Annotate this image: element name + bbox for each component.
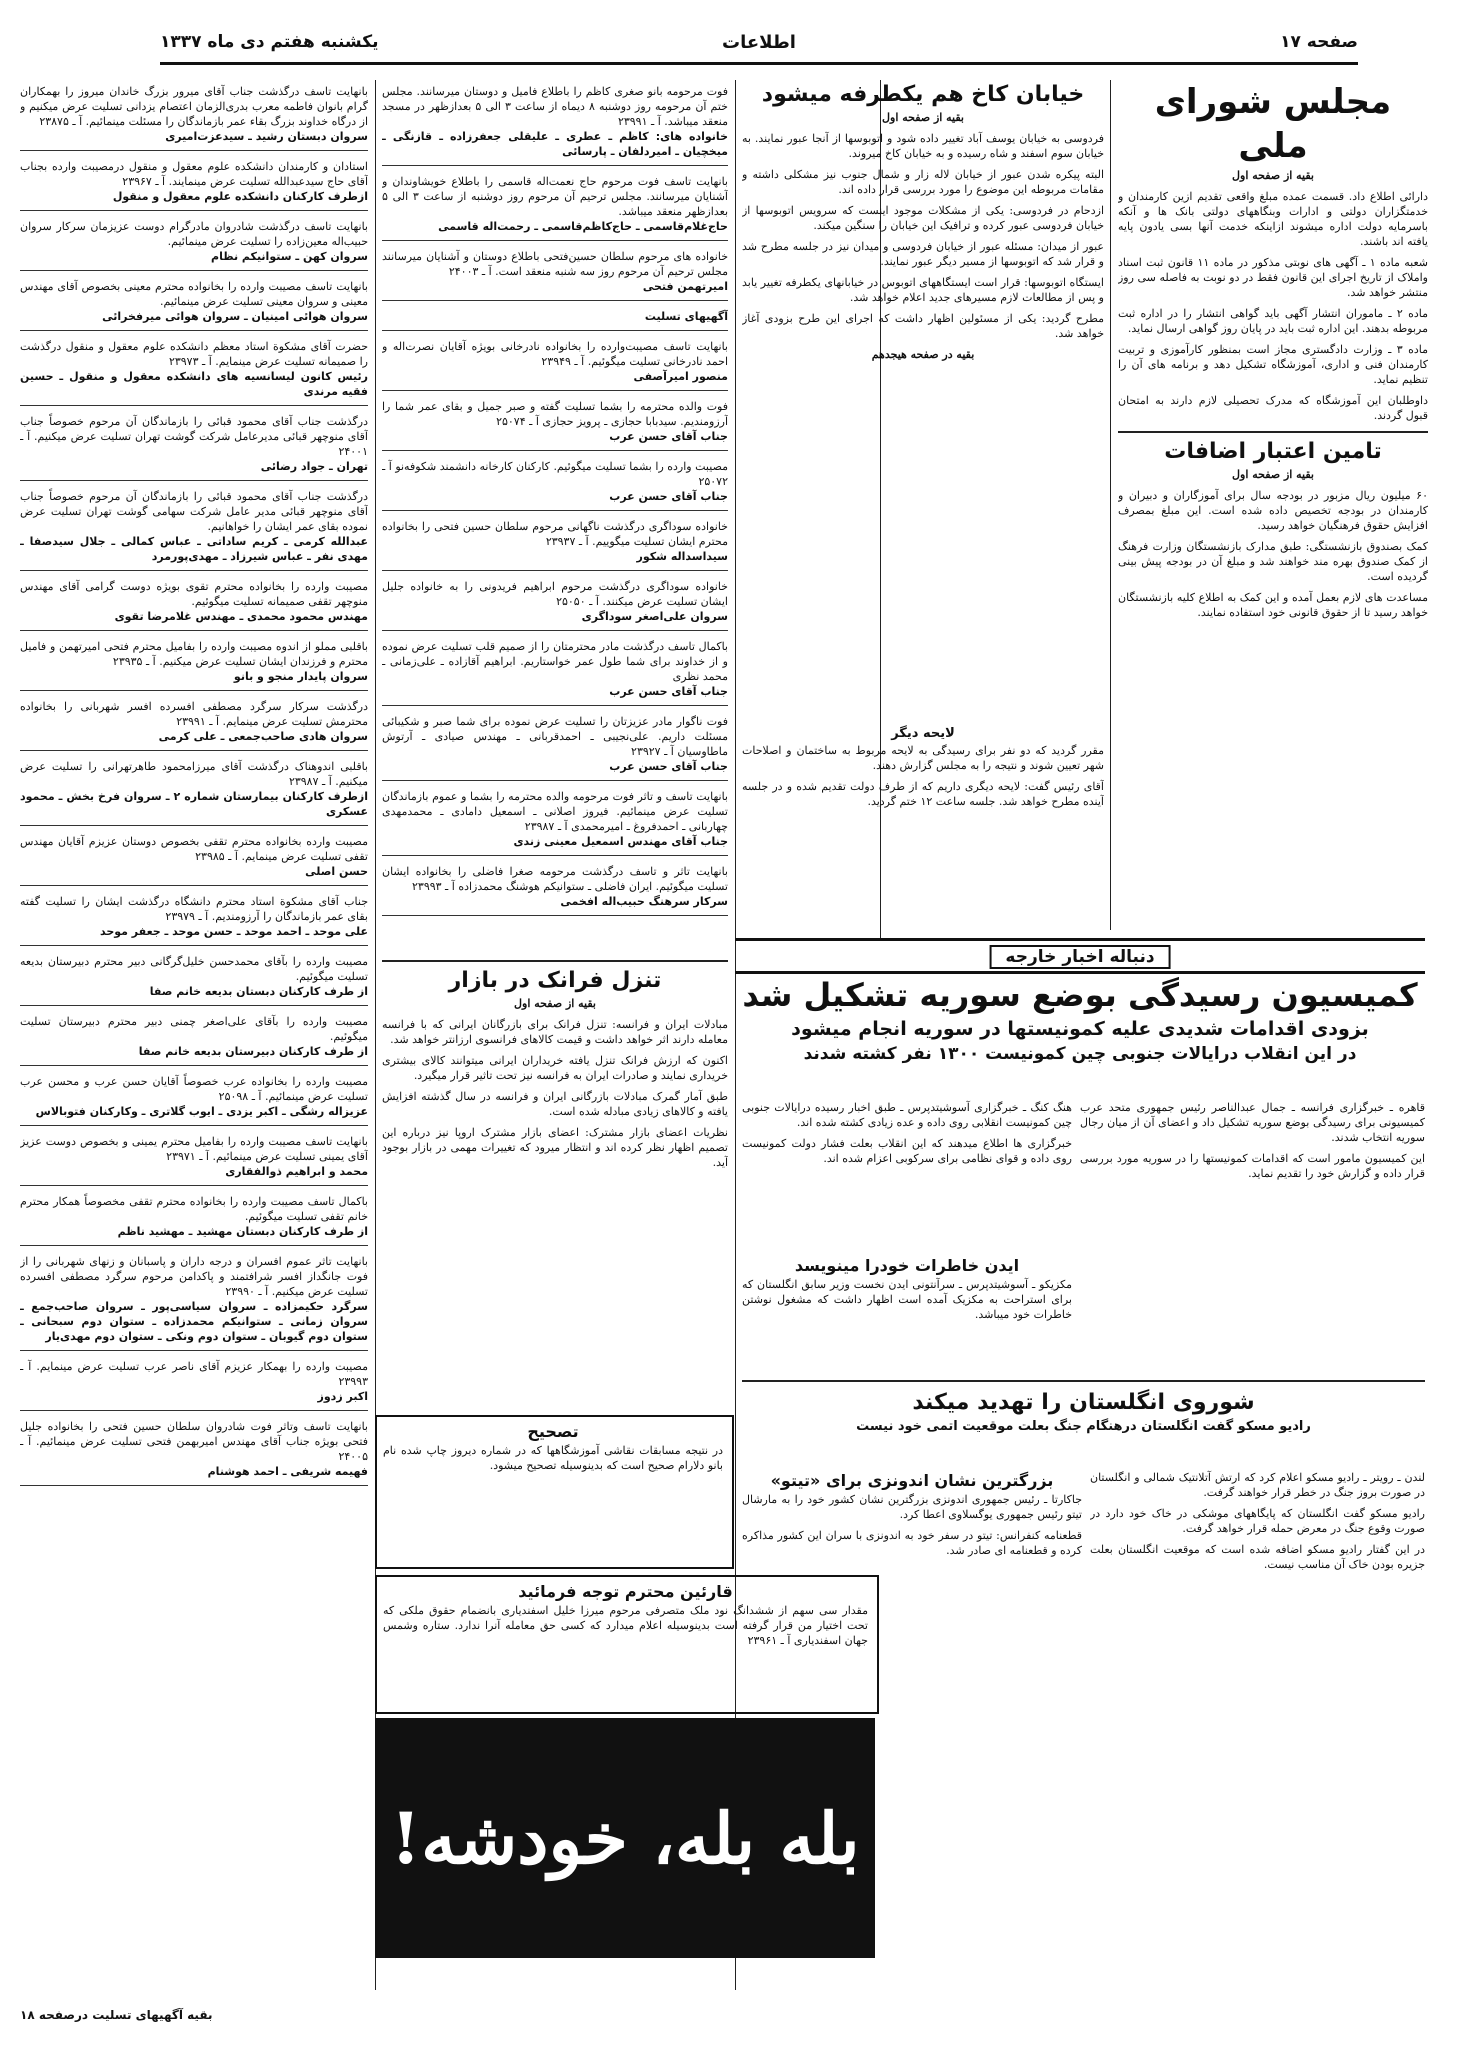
page-header [160, 28, 1358, 65]
notice-signature: سروان کهن ـ ستوانیکم نظام [211, 250, 368, 263]
condolence-notice [20, 335, 368, 406]
syria-subheadline: بزودی اقدامات شدیدی علیه کمونیستها در سوریه انجام میشود [791, 1018, 1369, 1040]
condolence-notice [20, 575, 368, 631]
notice-body: بانهایت تاسف وتاثر فوت شادروان سلطان حسین فتحی را بخانواده جلیل فتحی بویژه جناب آقای مهندس امیربهمن فتحی تسلیت عرض مینمائیم. آ ـ ۲۴۰۰۵ [20, 1420, 368, 1463]
notice-signature: تهران ـ جواد رضائی [260, 460, 368, 473]
notice-body: مصیبت وارده را بآقای محمدحسن خلیل‌گرگانی دبیر محترم دبیرستان بدیعه تسلیت میگوئیم. [20, 955, 368, 983]
condolence-notice [20, 755, 368, 826]
issue-date: یکشنبه هفتم دی ماه ۱۳۳۷ [160, 32, 379, 52]
syria-headline-block [735, 974, 1425, 1066]
notice-signature: سروان هوائی امینیان ـ سروان هوائی میرفخرائی [102, 310, 368, 323]
notice-body: مصیبت وارده را بشما تسلیت میگوئیم. کارکنان کارخانه دانشمند شکوفه‌نو آ ـ ۲۵۰۷۲ [382, 460, 728, 488]
notice-signature: عزیزاله رشگی ـ اکبر یزدی ـ ایوب گلاتری ـ وکارکنان فتوبالاس [35, 1105, 368, 1118]
notice-signature: عبدالله کرمی ـ کریم ساداتی ـ عباس کمالی ـ جلال سیدصفا ـ مهدی نفر ـ عباس شیرزاد ـ مهدی‌پورمرد [20, 535, 368, 563]
condolence-notice [20, 635, 368, 691]
notice-body: مصیبت وارده را بآقای علی‌اصغر چمنی دبیر محترم دبیرستان تسلیت میگوئیم. [20, 1015, 368, 1043]
khiaban-paragraph: مطرح گردید: یکی از مسئولین اظهار داشت که اجرای این طرح بزودی آغاز خواهد شد. [742, 312, 1104, 340]
khiaban-continued: بقیه از صفحه اول [882, 111, 964, 124]
notice-body: فوت والده محترمه را بشما تسلیت گفته و صبر جمیل و بقای عمر شما را آرزومندیم. سیدبابا حجازی ـ پرویز حجازی آ ـ ۲۵۰۷۴ [382, 400, 728, 428]
condolence-notice [382, 245, 728, 301]
column-shoravi [1090, 1470, 1425, 1960]
notice-body: مصیبت وارده بخانواده محترم تقفی بخصوص دوستان عزیزم آقایان مهندس تقفی تسلیت عرض مینمایم. آ ـ ۲۳۹۸۵ [20, 835, 368, 863]
notice-body: خانواده های مرحوم سلطان حسین‌فتحی باطلاع دوستان و آشنایان میرسانند مجلس ترحیم آن مرحوم روز سه شنبه منعقد است. آ ـ ۲۴۰۰۳ [382, 250, 728, 278]
shoravi-headline: شوروی انگلستان را تهدید میکند [912, 1390, 1255, 1415]
notice-signature: سرگرد حکیمزاده ـ سروان سیاسی‌پور ـ سروان صاحب‌جمع ـ سروان زمانی ـ ستوانیکم محمدزاده ـ ستوان دوم سبحانی ـ ستوان دوم گیوبان ـ ستوان دوم ونکی ـ ستوان دوم مهدی‌یار [20, 1300, 368, 1343]
tanazol-paragraph: اکنون که ارزش فرانک تنزل یافته خریداران ایرانی میتوانند کالای بیشتری خریداری نمایند و صادرات ایران به فرانسه نیز تحت تاثیر قرار میگیرد. [382, 1054, 728, 1082]
notice-signature: محمد و ابراهیم ذوالفقاری [225, 1165, 368, 1178]
notice-body: درگذشت جناب آقای محمود قبائی را بازماندگان آن مرحوم خصوصاً جناب آقای منوچهر قبائی مدیر عامل شرکت سهامی گوشت تهران تسلیت عرض نموده بقای عمر ایشان را خواهانیم. [20, 490, 368, 533]
qarein-content [383, 1581, 868, 1706]
majlis-continued: بقیه از صفحه اول [1232, 169, 1314, 182]
tamin-paragraph: مساعدت های لازم بعمل آمده و این کمک به اطلاع کلیه بازنشستگان خواهد رسید تا از حقوق قانونی خود استفاده نمایند. [1118, 591, 1428, 619]
notice-signature: سروان علی‌اصغر سوداگری [581, 610, 728, 623]
column-majlis [1118, 80, 1428, 930]
notice-body: بانهایت تاسف درگذشت شادروان مادرگرام دوست عزیزمان سرکار سروان حبیب‌اله معین‌زاده را تسلیت عرض مینمائیم. [20, 220, 368, 248]
notices-list [20, 80, 368, 1486]
notice-body: بانهایت تاسف مصیبت وارده را بفامیل محترم یمینی و بخصوص دوست عزیز آقای یمینی تسلیت عرض مینمائیم. آ ـ ۲۳۹۷۱ [20, 1135, 368, 1163]
page-number: صفحه ۱۷ [1280, 32, 1358, 52]
foreign-news-bar [735, 938, 1425, 974]
notice-signature: خانواده های: کاظم ـ عطری ـ علیقلی جعفرزاده ـ قازنگی ـ میخچیان ـ امیردلفان ـ پارسائی [382, 130, 728, 158]
notice-signature: ازطرف کارکنان دانشکده علوم معقول و منقول [112, 190, 368, 203]
condolence-notice [20, 215, 368, 271]
notices-list [382, 80, 728, 916]
foreign-news-label: دنباله اخبار خارجه [989, 945, 1170, 969]
majlis-paragraph: شعبه ماده ۱ ـ آگهی های نوبتی مذکور در ماده ۱۱ قانون ثبت اسناد واملاک از تاریخ اجرای این قانون فقط در دو نوبت به فاصله سی روز منتشر خواهد شد. [1118, 256, 1428, 299]
tamin-continued: بقیه از صفحه اول [1232, 468, 1314, 481]
qarein-headline: قارئین محترم توجه فرمائید [518, 1582, 733, 1601]
tamin-headline: تامین اعتبار اضافات [1118, 431, 1428, 467]
notice-signature: از طرف کارکنان دبیرستان بدیعه خانم صفا [138, 1045, 368, 1058]
condolence-notice [382, 635, 728, 706]
column-khiaban [742, 80, 1104, 720]
column-notices-3 [382, 80, 728, 950]
notice-body: فوت مرحومه بانو صغری کاظم را باطلاع فامیل و دوستان میرسانند. مجلس ختم آن مرحومه روز دوشنبه ۸ دیماه از ساعت ۳ الی ۵ بعدازظهر در مسجد منعقد میباشد. آ ـ ۲۳۹۹۱ [382, 85, 728, 128]
column-notices-4 [20, 80, 368, 1980]
condolence-notice [382, 455, 728, 511]
correction-content [383, 1421, 723, 1561]
notice-body: استادان و کارمندان دانشکده علوم معقول و منقول درمصیبت وارده بجناب آقای حاج سیدعبدالله تسلیت عرض مینمایند. آ ـ ۲۳۹۶۷ [20, 160, 368, 188]
notice-signature: ازطرف کارکنان بیمارستان شماره ۲ ـ سروان فرخ بخش ـ محمود عسکری [20, 790, 368, 818]
notice-signature: مهندس محمود محمدی ـ مهندس غلامرضا تقوی [114, 610, 368, 623]
notice-signature: رئیس کانون لیسانسیه های دانشکده معقول و منقول ـ حسین فقیه مرندی [20, 370, 368, 398]
notice-signature: اکبر زدوز [317, 1390, 368, 1403]
notice-body: مصیبت وارده را بخانواده محترم تقوی بویژه دوست گرامی آقای مهندس منوچهر تقفی صمیمانه تسلیت میگوئیم. [20, 580, 368, 608]
correction-box [375, 1415, 734, 1569]
notice-signature: از طرف کارکنان دبستان بدیعه خانم صفا [149, 985, 368, 998]
notice-body: بانهایت تاسف فوت مرحوم حاج نعمت‌اله قاسمی را باطلاع خویشاوندان و آشنایان میرسانند. مجلس ترحیم آن مرحوم روز دوشنبه از ساعت ۳ الی ۵ بعدازظهر منعقد میباشد. [382, 175, 728, 218]
notice-signature: سیداسداله شکور [636, 550, 728, 563]
khiaban-headline: خیابان کاخ هم یکطرفه میشود [761, 82, 1085, 107]
tito-paragraph: جاکارتا ـ رئیس جمهوری اندونزی بزرگترین نشان کشور خود را به مارشال تیتو رئیس جمهوری یوگسلاوی اعطا کرد. [742, 1493, 1082, 1521]
shoravi-subheadline: رادیو مسکو گفت انگلستان درهنگام جنگ بعلت موقعیت اتمی خود نیست [856, 1419, 1311, 1434]
notice-body: درگذشت جناب آقای محمود قبائی را بازماندگان آن مرحوم خصوصاً جناب آقای منوچهر قبائی مدیرعامل شرکت گوشت تهران تسلیت عرض میکنیم. آ ـ ۲۴۰۰۱ [20, 415, 368, 458]
condolence-notice [20, 1070, 368, 1126]
notice-signature: جناب آقای مهندس اسمعیل معینی زندی [513, 835, 728, 848]
column-eden [742, 1255, 1072, 1375]
condolence-notice [20, 275, 368, 331]
syria-headline: کمیسیون رسیدگی بوضع سوریه تشکیل شد [742, 976, 1418, 1014]
syria-paragraph: قاهره ـ خبرگزاری فرانسه ـ جمال عبدالناصر رئیس جمهوری متحد عرب کمیسیونی برای رسیدگی بوضع سوریه تشکیل داد و اعضای آن از میان رجال سوریه انتخاب شدند. [1080, 1101, 1425, 1144]
section-rule [742, 1380, 1425, 1382]
notice-signature: سروان دبستان رشید ـ سیدعزت‌امیری [165, 130, 368, 143]
notice-body: باقلبی مملو از اندوه مصیبت وارده را بفامیل محترم فتحی امیرتهمن و فامیل محترم و فرزندان ایشان تسلیت عرض میکنیم. آ ـ ۲۳۹۳۵ [20, 640, 368, 668]
notice-body: باکمال تاسف مصیبت وارده را بخانواده محترم تقفی مخصوصاً همکار محترم خانم تقفی تسلیت میگوئیم. [20, 1195, 368, 1223]
condolence-notice [382, 785, 728, 856]
notice-signature: منصور امیرآصفی [633, 370, 728, 383]
notice-signature: جناب آقای حسن عرب [609, 490, 728, 503]
condolence-notice [20, 1010, 368, 1066]
qarein-body: مقدار سی سهم از ششدانگ نود ملک متصرفی مرحوم میرزا خلیل اسفندیاری بانضمام حقوق ملکی که تحت اختیار من قرار گرفته است بدینوسیله اعلام میدارد که کسی حق معامله آنرا ندارد. ستاره وشمس جهان اسفندیاری آ ـ ۲۳۹۶۱ [383, 1604, 868, 1647]
notice-body: خانواده سوداگری درگذشت ناگهانی مرحوم سلطان حسین فتحی را بخانواده محترم ایشان تسلیت میگوییم. آ ـ ۲۳۹۳۷ [382, 520, 728, 548]
notice-signature: جناب آقای حسن عرب [609, 685, 728, 698]
correction-headline: تصحیح [527, 1422, 579, 1441]
column-syria-1 [1080, 1100, 1425, 1360]
notice-signature: امیرتهمن فتحی [642, 280, 728, 293]
notice-signature: سروان هادی صاحب‌جمعی ـ علی کرمی [158, 730, 368, 743]
condolence-notice [382, 395, 728, 451]
tamin-paragraph: ۶۰ میلیون ریال مزبور در بودجه سال برای آموزگاران و دبیران و کارمندان در بودجه تخصیص داده شده است. این مبلغ بمصرف افزایش حقوق فرهنگیان خواهد رسید. [1118, 489, 1428, 532]
lavayeh-headline: لایحه دیگر [891, 726, 955, 741]
khiaban-paragraph: ایستگاه اتوبوسها: قرار است ایستگاههای اتوبوس در خیابانهای یکطرفه تغییر یابد و پس از مطالعات لازم مسیرهای جدید اعلام خواهد شد. [742, 276, 1104, 304]
china-subheadline: در این انقلاب درایالات جنوبی چین کمونیست ۱۳۰۰ نفر کشته شدند [803, 1044, 1357, 1064]
majlis-paragraph: ماده ۲ ـ ماموران انتشار آگهی باید گواهی انتشار را در اداره ثبت مربوطه بدهند. این اداره ثبت باید در پایان روز گواهی ارسال نماید. [1118, 307, 1428, 335]
condolence-notice [20, 80, 368, 151]
notice-body: باقلبی اندوهناک درگذشت آقای میرزامحمود طاهرتهرانی را تسلیت عرض میکنیم. آ ـ ۲۳۹۸۷ [20, 760, 368, 788]
condolence-notice [20, 1250, 368, 1351]
notice-body: مصیبت وارده را بخانواده عرب خصوصاً آقایان حسن عرب و محسن عرب تسلیت عرض مینمائیم. آ ـ ۲۵۰۹۸ [20, 1075, 368, 1103]
notice-body: بانهایت تاسف مصیبت وارده را بخانواده محترم معینی بخصوص آقای مهندس معینی و سروان معینی تسلیت عرض مینمائیم. [20, 280, 368, 308]
correction-body: در نتیجه مسابقات نقاشی آموزشگاهها که در شماره دیروز چاپ شده نام بانو دلارام صحیح است که بدینوسیله تصحیح میشود. [383, 1444, 723, 1472]
tanazol-headline: تنزل فرانک در بازار [382, 960, 728, 996]
tito-paragraph: قطعنامه کنفرانس: تیتو در سفر خود به اندونزی با سران این کشور مذاکره کرده و قطعنامه ای صادر شد. [742, 1529, 1082, 1557]
qarein-box [375, 1575, 879, 1714]
china-paragraph: خبرگزاری ها اطلاع میدهند که این انقلاب بعلت فشار دولت کمونیست روی داده و قوای نظامی برای سرکوبی اعزام شده اند. [742, 1137, 1072, 1165]
tanazol-paragraph: نظریات اعضای بازار مشترک: اعضای بازار مشترک اروپا نیز درباره این تصمیم اظهار نظر کرده اند و انتظار میرود که تغییرات مهمی در بازار بوجود آید. [382, 1126, 728, 1169]
notice-body: فوت ناگوار مادر عزیزتان را تسلیت عرض نموده برای شما صبر و شکیبائی مسئلت داریم. علی‌نجیبی ـ احمدقربانی ـ مهندس صیادی ـ آرتوش ماطاوسیان آ ـ ۲۳۹۲۷ [382, 715, 728, 758]
notice-body: بانهایت تاسف مصیبت‌وارده را بخانواده نادرخانی بویژه آقایان نصرت‌اله و احمد نادرخانی تسلیت میگوئیم. آ ـ ۲۳۹۴۹ [382, 340, 728, 368]
majlis-paragraph: ماده ۳ ـ وزارت دادگستری مجاز است بمنظور کارآموزی و تربیت کارمندان فنی و اداری، آموزشگاه تشکیل دهد و برنامه های آن را تنظیم نماید. [1118, 343, 1428, 386]
notice-signature: جناب آقای حسن عرب [609, 430, 728, 443]
condolence-notice [382, 710, 728, 781]
notice-signature: علی موحد ـ احمد موحد ـ حسن موحد ـ جعفر موحد [99, 925, 368, 938]
condolence-notice [382, 80, 728, 166]
condolence-notice [20, 1190, 368, 1246]
khiaban-paragraph: البته پیکره شدن عبور از خیابان لاله زار و شمال جنوب نیز مشکلی داشته و مقامات مربوطه این موضوع را مورد بررسی قرار داده اند. [742, 168, 1104, 196]
majlis-headline: مجلس شورای ملی [1154, 82, 1392, 166]
notice-body: بانهایت تاسف درگذشت جناب آقای میرور بزرگ خاندان میروز را بهمکاران گرام بانوان فاطمه معرب بدری‌الزمان اعتصام یزدانی تسلیت عرض میکنیم و از درگاه خداوند بزرگ بقاء عمر بازماندگان را مسئلت مینمائیم. آ ـ ۲۳۸۷۵ [20, 85, 368, 128]
tamin-paragraph: کمک بصندوق بازنشستگی: طبق مدارک بازنشستگان وزارت فرهنگ از کمک صندوق بهره مند خواهند شد و مبلغ آن در بودجه پیش بینی گردیده است. [1118, 540, 1428, 583]
notice-body: بانهایت تاثر عموم افسران و درجه داران و پاسبانان و زنهای شهربانی را از فوت جانگداز افسر شرافتمند و پاکدامن مرحوم سرگرد مصطفی افسرده تسلیت عرض میکنیم. آ ـ ۲۳۹۹۰ [20, 1255, 368, 1298]
tanazol-paragraph: مبادلات ایران و فرانسه: تنزل فرانک برای بازرگانان ایرانی که با فرانسه معامله دارند اثر خواهد داشت و قیمت کالاهای فرانسوی ارزانتر خواهد شد. [382, 1018, 728, 1046]
condolence-notice [20, 1355, 368, 1411]
notice-body: بانهایت تاثر و تاسف درگذشت مرحومه صغرا فاضلی را بخانواده ایشان تسلیت میگوئیم. ایران فاضلی ـ ستوانیکم هوشنگ محمدزاده آ ـ ۲۳۹۹۳ [382, 865, 728, 893]
majlis-paragraph: دارائی اطلاع داد. قسمت عمده مبلغ واقعی تقدیم ازین کارمندان و خدمتگزاران دولتی و ادارات وبنگاههای دولتی بانک ها و آنکه باسرمایه دولت اداره میشوند ازاینکه خدمت آنها بسی یادون پایه یافته اند باشند. [1118, 190, 1428, 248]
shoravi-paragraph: لندن ـ رویتر ـ رادیو مسکو اعلام کرد که ارتش آتلانتیک شمالی و انگلستان در صورت بروز جنگ در خطر قرار خواهند گرفت. [1090, 1471, 1425, 1499]
notice-signature: حاج‌غلام‌قاسمی ـ حاج‌کاظم‌قاسمی ـ رحمت‌اله قاسمی [438, 220, 728, 233]
lavayeh-paragraph: آقای رئیس گفت: لایحه دیگری داریم که از طرف دولت تقدیم شده و در جلسه آینده مطرح خواهد شد. جلسه ساعت ۱۲ ختم گردید. [742, 780, 1104, 808]
condolence-notice [20, 410, 368, 481]
condolence-notice [382, 515, 728, 571]
advertisement: بله بله، خودشه! [375, 1718, 875, 1958]
eden-paragraph: مکزیکو ـ آسوشیتدپرس ـ سرآنتونی ایدن نخست وزیر سابق انگلستان که برای استراحت به مکزیک آمده است اظهار داشت که مشغول نوشتن خاطرات خود میباشد. [742, 1278, 1072, 1321]
condolence-notice [20, 1130, 368, 1186]
column-lavayeh [742, 725, 1104, 925]
condolence-notice [382, 170, 728, 241]
condolence-notice [382, 575, 728, 631]
notice-signature: سروان پایدار منجو و بانو [233, 670, 368, 683]
condolence-notice [382, 860, 728, 916]
eden-headline: ایدن خاطرات خودرا مینویسد [794, 1256, 1020, 1275]
china-paragraph: هنگ کنگ ـ خبرگزاری آسوشیتدپرس ـ طبق اخبار رسیده درایالات جنوبی چین کمونیست انقلابی روی داده و عده زیادی کشته شده اند. [742, 1101, 1072, 1129]
column-china [742, 1100, 1072, 1250]
notice-signature: حسن اصلی [305, 865, 368, 878]
khiaban-paragraph: فردوسی به خیابان یوسف آباد تغییر داده شود و اتوبوسها از آنجا عبور نمایند. به خیابان سوم اسفند و شاه رسیده و به خیابان کاخ میروند. [742, 132, 1104, 160]
notice-body: خانواده سوداگری درگذشت مرحوم ابراهیم فریدونی را به خانواده جلیل ایشان تسلیت عرض میکنند. آ ـ ۲۵۰۵۰ [382, 580, 728, 608]
condolence-notice [20, 1415, 368, 1486]
condolence-notice [20, 155, 368, 211]
khiaban-paragraph: عبور از میدان: مسئله عبور از خیابان فردوسی و میدان نیز در جلسه مطرح شد و قرار شد که اتوبوسها از مسیر دیگر عبور نمایند. [742, 240, 1104, 268]
syria-paragraph: این کمیسیون مامور است که اقدامات کمونیستها را در سوریه مورد بررسی قرار داده و گزارش خود را تقدیم نماید. [1080, 1152, 1425, 1180]
notice-body: حضرت آقای مشکوة استاد معظم دانشکده علوم معقول و منقول درگذشت را صمیمانه تسلیت عرض مینمایم. آ ـ ۲۳۹۷۳ [20, 340, 368, 368]
khiaban-paragraph: ازدحام در فردوسی: یکی از مشکلات موجود اینست که سرویس اتوبوسها از خیابان فردوسی عبور کرده و ترافیک این خیابان را سنگین میکند. [742, 204, 1104, 232]
footer-note: بقیه آگهیهای تسلیت درصفحه ۱۸ [20, 2008, 213, 2022]
notice-signature: آگهیهای تسلیت [644, 310, 728, 323]
column-shoravi-head [742, 1388, 1425, 1468]
notice-signature: جناب آقای حسن عرب [609, 760, 728, 773]
condolence-notice [382, 305, 728, 331]
notice-body: درگذشت سرکار سرگرد مصطفی افسرده افسر شهربانی را بخانواده محترمش تسلیت عرض مینمایم. آ ـ ۲۳۹۹۱ [20, 700, 368, 728]
khiaban-continued-end: بقیه در صفحه هیجدهم [871, 348, 975, 361]
lavayeh-paragraph: مقرر گردید که دو نفر برای رسیدگی به لایحه مربوط به ساختمان و اصلاحات شهر تعیین شوند و نتیجه را به مجلس گزارش دهند. [742, 744, 1104, 772]
condolence-notice [20, 950, 368, 1006]
notice-signature: سرکار سرهنگ حبیب‌اله افخمی [560, 895, 728, 908]
column-rule [1110, 80, 1111, 930]
tito-headline: بزرگترین نشان اندونزی برای «تیتو» [770, 1471, 1054, 1490]
condolence-notice [20, 695, 368, 751]
notice-body: باکمال تاسف درگذشت مادر محترمتان را از صمیم قلب تسلیت عرض نموده و از خداوند برای شما طول عمر خواستاریم. ابراهیم آقازاده ـ علی‌زمانی ـ محمد نظری [382, 640, 728, 683]
notice-body: مصیبت وارده را بهمکار عزیزم آقای ناصر عرب تسلیت عرض مینمایم. آ ـ ۲۳۹۹۳ [20, 1360, 368, 1388]
notice-signature: از طرف کارکنان دبستان مهشید ـ مهشید ناظم [117, 1225, 368, 1238]
majlis-paragraph: داوطلبان این آموزشگاه که مدرک تحصیلی لازم دارند به امتحان قبول گردند. [1118, 394, 1428, 422]
condolence-notice [20, 890, 368, 946]
column-tanazol [382, 960, 728, 1400]
shoravi-paragraph: رادیو مسکو گفت انگلستان که پایگاههای موشکی در خاک خود دارد در صورت وقوع جنگ در معرض حمله قرار خواهد گرفت. [1090, 1507, 1425, 1535]
shoravi-paragraph: در این گفتار رادیو مسکو اضافه شده است که موقعیت انگلستان بعلت جزیره بودن خاک آن مناسب نیست. [1090, 1543, 1425, 1571]
notice-body: بانهایت تاسف و تاثر فوت مرحومه والده محترمه را بشما و عموم بازماندگان تسلیت عرض مینمائیم. فیروز اصلانی ـ اسمعیل دامادی ـ محمدمهدی چهاربانی ـ احمدفروغ ـ امیرمحمدی آ ـ ۲۳۹۸۷ [382, 790, 728, 833]
condolence-notice [20, 830, 368, 886]
notice-signature: فهیمه شریفی ـ احمد هوشنام [207, 1465, 368, 1478]
newspaper-name: اطلاعات [722, 32, 796, 53]
condolence-notice [382, 335, 728, 391]
notice-body: جناب آقای مشکوة استاد محترم دانشگاه درگذشت ایشان را تسلیت گفته بقای عمر بازماندگان را آرزومندیم. آ ـ ۲۳۹۷۹ [20, 895, 368, 923]
condolence-notice [20, 485, 368, 571]
tanazol-paragraph: طبق آمار گمرک مبادلات بازرگانی ایران و فرانسه در سال گذشته افزایش یافته و کالاهای زیادی مبادله شده است. [382, 1090, 728, 1118]
tanazol-continued: بقیه از صفحه اول [514, 997, 596, 1010]
